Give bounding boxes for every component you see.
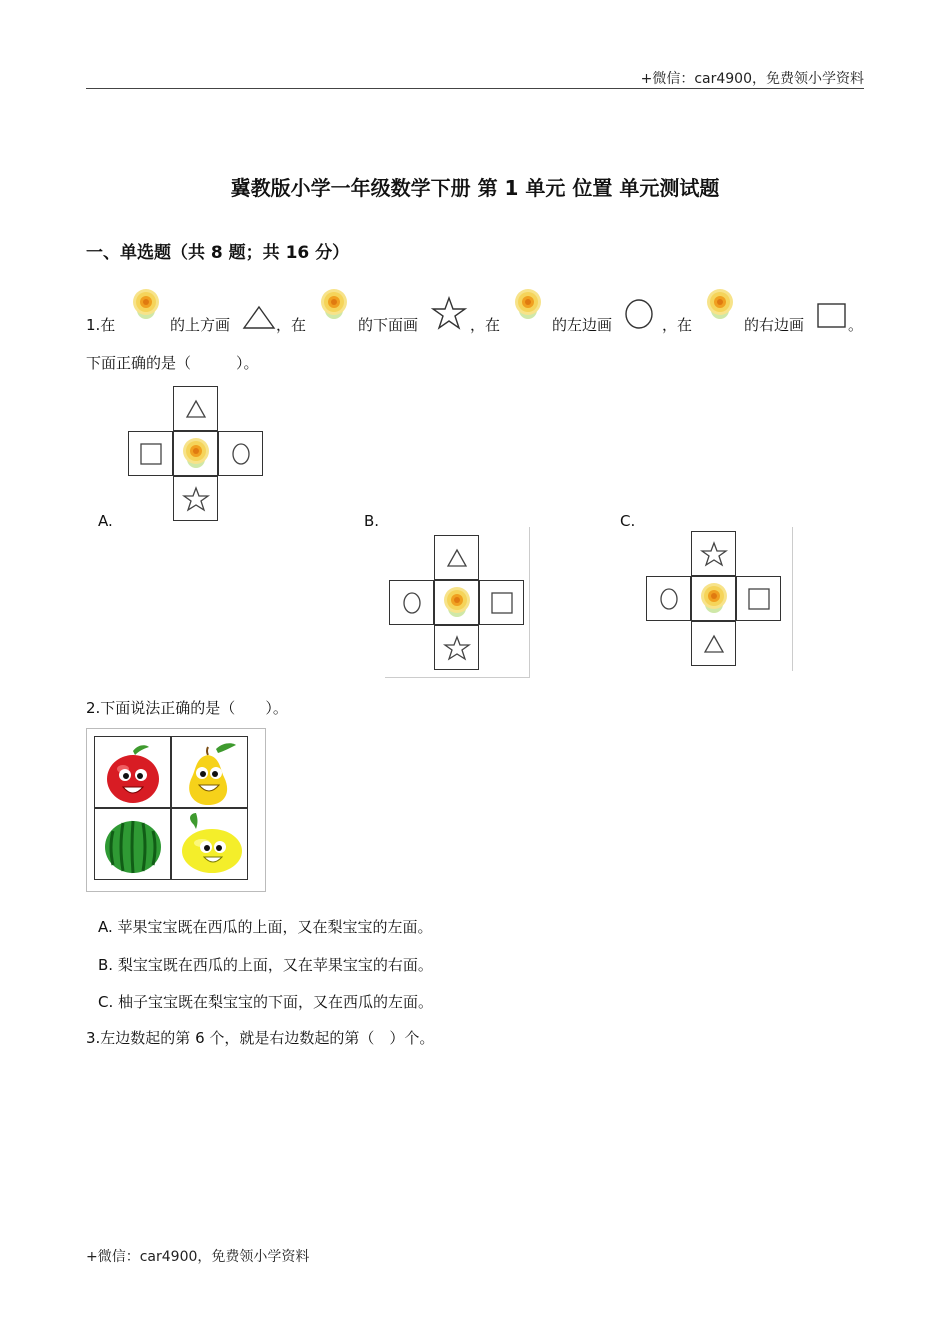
section-title: 一、单选题（共 8 题；共 16 分） — [86, 243, 350, 263]
q3-stem: 3.左边数起的第 6 个，就是右边数起的第（ ）个。 — [86, 1029, 435, 1047]
q1-text-2: 的上方画 — [170, 316, 231, 334]
grid-cell — [94, 736, 171, 808]
star-icon — [692, 532, 737, 577]
flower-icon — [174, 432, 219, 477]
pear-icon — [172, 737, 249, 809]
pomelo-icon — [172, 809, 249, 881]
square-icon — [129, 432, 174, 477]
flower-icon — [692, 577, 737, 622]
square-icon — [480, 581, 525, 626]
header-divider — [86, 88, 864, 89]
circle-icon — [219, 432, 264, 477]
option-c-grid — [642, 527, 793, 671]
flower-icon — [314, 284, 354, 324]
option-a-grid — [120, 382, 272, 528]
star-icon — [430, 296, 468, 330]
circle-icon — [647, 577, 692, 622]
grid-cell — [434, 535, 479, 580]
q1-text-4: 的下面画 — [358, 316, 419, 334]
grid-cell — [736, 576, 781, 621]
grid-cell — [171, 808, 248, 880]
star-icon — [174, 477, 219, 522]
q1-text-8: 的右边画 — [744, 316, 805, 334]
q1-text-1: 1.在 — [86, 316, 116, 334]
q2-option-b[interactable]: B. 梨宝宝既在西瓜的上面，又在苹果宝宝的右面。 — [98, 956, 433, 974]
grid-cell — [173, 386, 218, 431]
watermelon-icon — [95, 809, 172, 881]
grid-cell — [691, 531, 736, 576]
grid-cell — [479, 580, 524, 625]
q1-text-5: ，在 — [470, 316, 501, 334]
q2-option-c[interactable]: C. 柚子宝宝既在梨宝宝的下面，又在西瓜的左面。 — [98, 993, 434, 1011]
square-icon — [737, 577, 782, 622]
q2-stem: 2.下面说法正确的是（ ）。 — [86, 699, 288, 717]
circle-icon — [623, 298, 655, 330]
option-c-label[interactable]: C. — [620, 512, 636, 530]
grid-cell — [128, 431, 173, 476]
flower-icon — [700, 284, 740, 324]
triangle-icon — [435, 536, 480, 581]
option-b-label[interactable]: B. — [364, 512, 380, 530]
grid-cell — [173, 476, 218, 521]
footer-note: +微信：car4900，免费领小学资料 — [86, 1249, 310, 1265]
grid-cell — [171, 736, 248, 808]
square-icon — [816, 302, 848, 330]
q2-option-a[interactable]: A. 苹果宝宝既在西瓜的上面，又在梨宝宝的左面。 — [98, 918, 433, 936]
grid-cell — [173, 431, 218, 476]
q1-text-7: ，在 — [662, 316, 693, 334]
q1-text-3: ，在 — [276, 316, 307, 334]
q1-text-9: 。 — [848, 316, 864, 334]
triangle-icon — [692, 622, 737, 667]
header-note: +微信：car4900，免费领小学资料 — [640, 71, 864, 87]
triangle-icon — [242, 304, 276, 330]
flower-icon — [508, 284, 548, 324]
fruit-grid — [86, 728, 266, 892]
flower-icon — [435, 581, 480, 626]
q1-text-6: 的左边画 — [552, 316, 613, 334]
grid-cell — [389, 580, 434, 625]
option-b-grid — [385, 527, 530, 678]
grid-cell — [218, 431, 263, 476]
q1-line-2: 下面正确的是（ ）。 — [86, 354, 259, 372]
flower-icon — [126, 284, 166, 324]
triangle-icon — [174, 387, 219, 432]
grid-cell — [434, 580, 479, 625]
document-title: 冀教版小学一年级数学下册 第 1 单元 位置 单元测试题 — [230, 176, 720, 200]
grid-cell — [691, 621, 736, 666]
grid-cell — [94, 808, 171, 880]
star-icon — [435, 626, 480, 671]
grid-cell — [434, 625, 479, 670]
option-a-label[interactable]: A. — [98, 512, 113, 530]
grid-cell — [691, 576, 736, 621]
circle-icon — [390, 581, 435, 626]
apple-icon — [95, 737, 172, 809]
grid-cell — [646, 576, 691, 621]
